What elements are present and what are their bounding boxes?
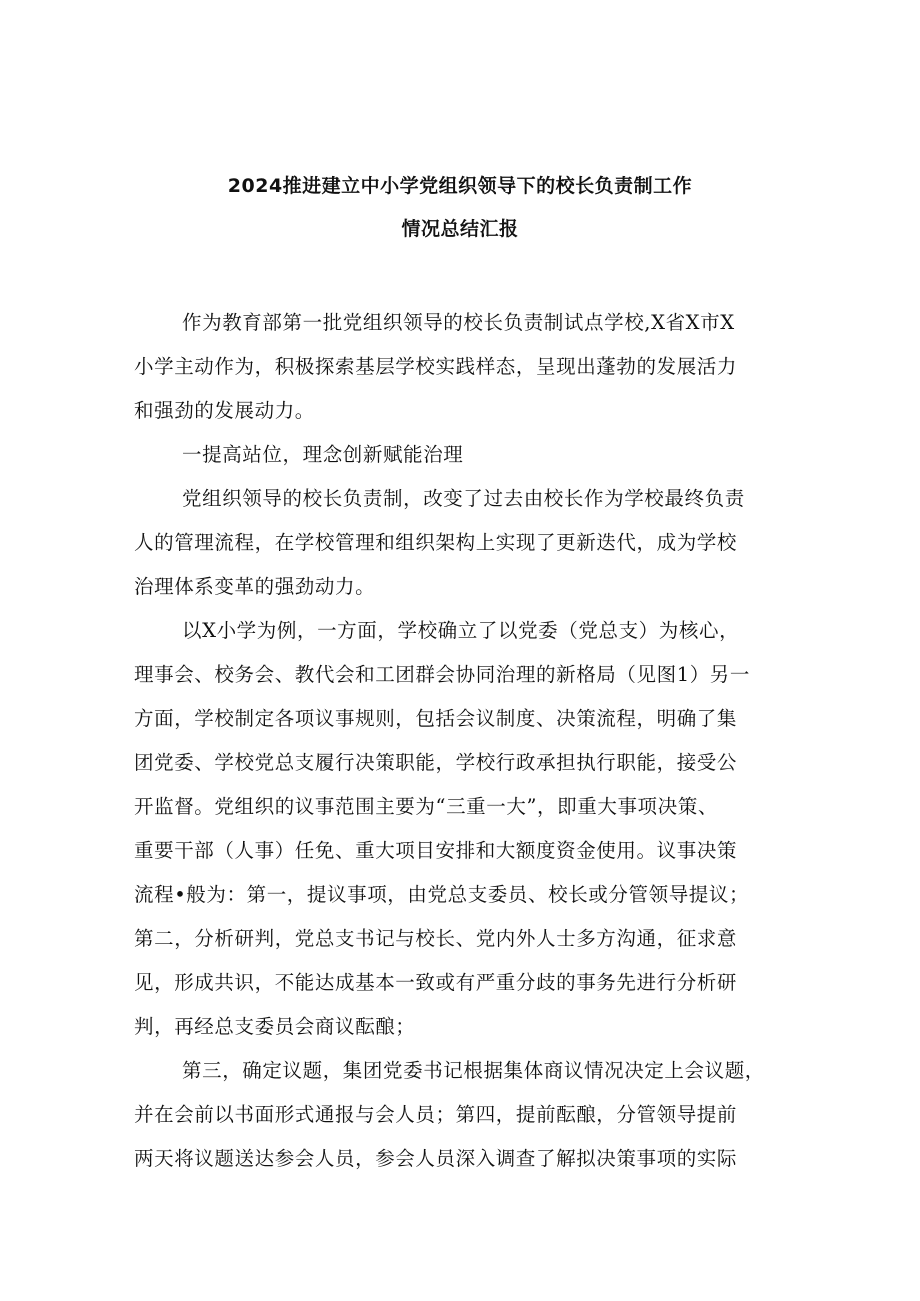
body-line: 理事会、校务会、教代会和工团群会协同治理的新格局（见图1）另一: [134, 663, 751, 686]
body-line: 判，再经总支委员会商议酝酿；: [134, 1015, 416, 1038]
body-line: 治理体系变革的强劲动力。: [134, 575, 376, 598]
document-title-line-2: 情况总结汇报: [401, 218, 519, 240]
body-line: 第二，分析研判，党总支书记与校长、党内外人士多方沟通，征求意: [134, 927, 738, 950]
body-line: 方面，学校制定各项议事规则，包括会议制度、决策流程，明确了集: [134, 707, 738, 730]
body-line: 第三，确定议题，集团党委书记根据集体商议情况决定上会议题，: [182, 1059, 765, 1082]
section-heading: 一提高站位，理念创新赋能治理: [182, 443, 464, 466]
body-line: 人的管理流程，在学校管理和组织架构上实现了更新迭代，成为学校: [134, 531, 738, 554]
body-line: 党组织领导的校长负责制，改变了过去由校长作为学校最终负责: [182, 487, 745, 510]
body-line: 小学主动作为，积极探索基层学校实践样态，呈现出蓬勃的发展活力: [134, 355, 738, 378]
body-line: 见，形成共识，不能达成基本一致或有严重分歧的事务先进行分析研: [134, 971, 738, 994]
document-title-line-1: 2024推进建立中小学党组织领导下的校长负责制工作: [227, 175, 693, 197]
body-line: 和强劲的发展动力。: [134, 399, 315, 422]
body-line: 两天将议题送达参会人员，参会人员深入调查了解拟决策事项的实际: [134, 1147, 738, 1170]
body-line: 开监督。党组织的议事范围主要为“三重一大”，即重大事项决策、: [134, 795, 718, 818]
body-line: 作为教育部第一批党组织领导的校长负责制试点学校,X省X市X: [182, 311, 735, 334]
body-line: 重要干部（人事）任免、重大项目安排和大额度资金使用。议事决策: [134, 839, 738, 862]
body-line: 并在会前以书面形式通报与会人员；第四，提前酝酿，分管领导提前: [134, 1103, 738, 1126]
body-line: 以X小学为例，一方面，学校确立了以党委（党总支）为核心，: [182, 619, 740, 642]
body-line: 流程•般为：第一，提议事项，由党总支委员、校长或分管领导提议；: [134, 883, 750, 906]
body-line: 团党委、学校党总支履行决策职能，学校行政承担执行职能，接受公: [134, 751, 738, 774]
